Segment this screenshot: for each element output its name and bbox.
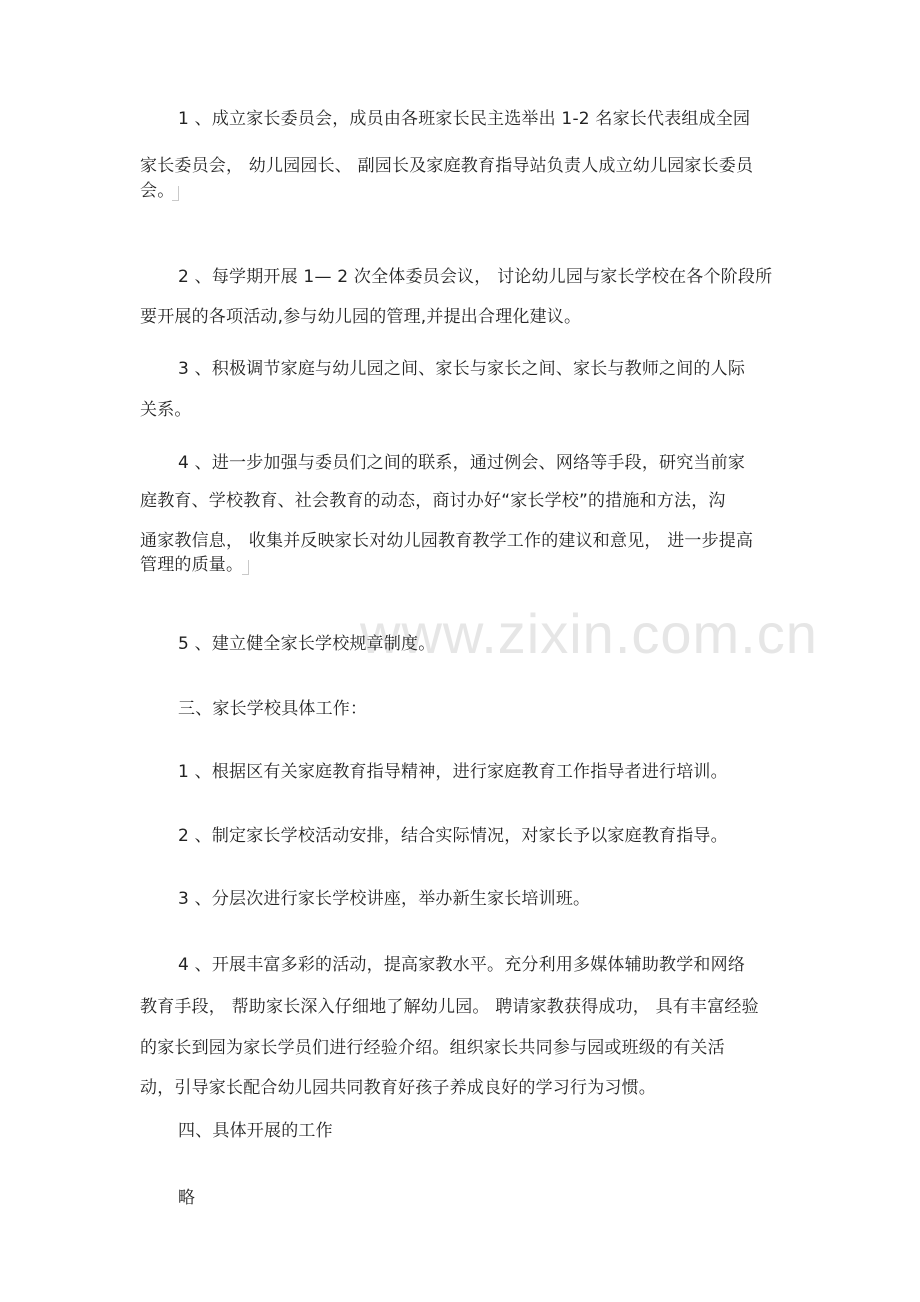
paragraph-line: 通家教信息， 收集并反映家长对幼儿园教育教学工作的建议和意见， 进一步提高 — [140, 531, 754, 551]
paragraph-line: 2 、每学期开展 1— 2 次全体委员会议， 讨论幼儿园与家长学校在各个阶段所 — [178, 267, 773, 287]
paragraph-line: 4 、进一步加强与委员们之间的联系，通过例会、网络等手段，研究当前家 — [178, 453, 746, 473]
paragraph-line: 管理的质量。 — [140, 555, 244, 575]
paragraph-line: 教育手段， 帮助家长深入仔细地了解幼儿园。 聘请家教获得成功， 具有丰富经验 — [140, 997, 759, 1017]
watermark-text: www.zixin.com.cn — [360, 602, 818, 665]
paragraph-line: 1 、根据区有关家庭教育指导精神，进行家庭教育工作指导者进行培训。 — [178, 762, 728, 782]
paragraph-line: 3 、分层次进行家长学校讲座，举办新生家长培训班。 — [178, 889, 591, 909]
paragraph-line: 的家长到园为家长学员们进行经验介绍。组织家长共同参与园或班级的有关活 — [140, 1038, 725, 1058]
section-heading: 三、家长学校具体工作： — [178, 699, 368, 719]
paragraph-mark — [242, 560, 249, 575]
paragraph-line: 关系。 — [140, 400, 192, 420]
paragraph-line: 略 — [178, 1188, 196, 1208]
paragraph-line: 2 、制定家长学校活动安排，结合实际情况，对家长予以家庭教育指导。 — [178, 826, 728, 846]
paragraph-line: 家长委员会， 幼儿园园长、 副园长及家庭教育指导站负责人成立幼儿园家长委员 — [140, 156, 754, 176]
paragraph-line: 庭教育、学校教育、社会教育的动态，商讨办好“家长学校”的措施和方法，沟 — [140, 491, 726, 511]
paragraph-line: 动，引导家长配合幼儿园共同教育好孩子养成良好的学习行为习惯。 — [140, 1078, 656, 1098]
paragraph-line: 会。 — [140, 181, 175, 201]
paragraph-mark — [172, 186, 179, 201]
paragraph-line: 要开展的各项活动,参与幼儿园的管理,并提出合理化建议。 — [140, 307, 582, 327]
paragraph-line: 3 、积极调节家庭与幼儿园之间、家长与家长之间、家长与教师之间的人际 — [178, 359, 746, 379]
section-heading: 四、具体开展的工作 — [178, 1121, 333, 1141]
paragraph-line: 1 、成立家长委员会，成员由各班家长民主选举出 1-2 名家长代表组成全园 — [178, 109, 751, 129]
paragraph-line: 5 、建立健全家长学校规章制度。 — [178, 634, 436, 654]
paragraph-line: 4 、开展丰富多彩的活动，提高家教水平。充分利用多媒体辅助教学和网络 — [178, 955, 746, 975]
